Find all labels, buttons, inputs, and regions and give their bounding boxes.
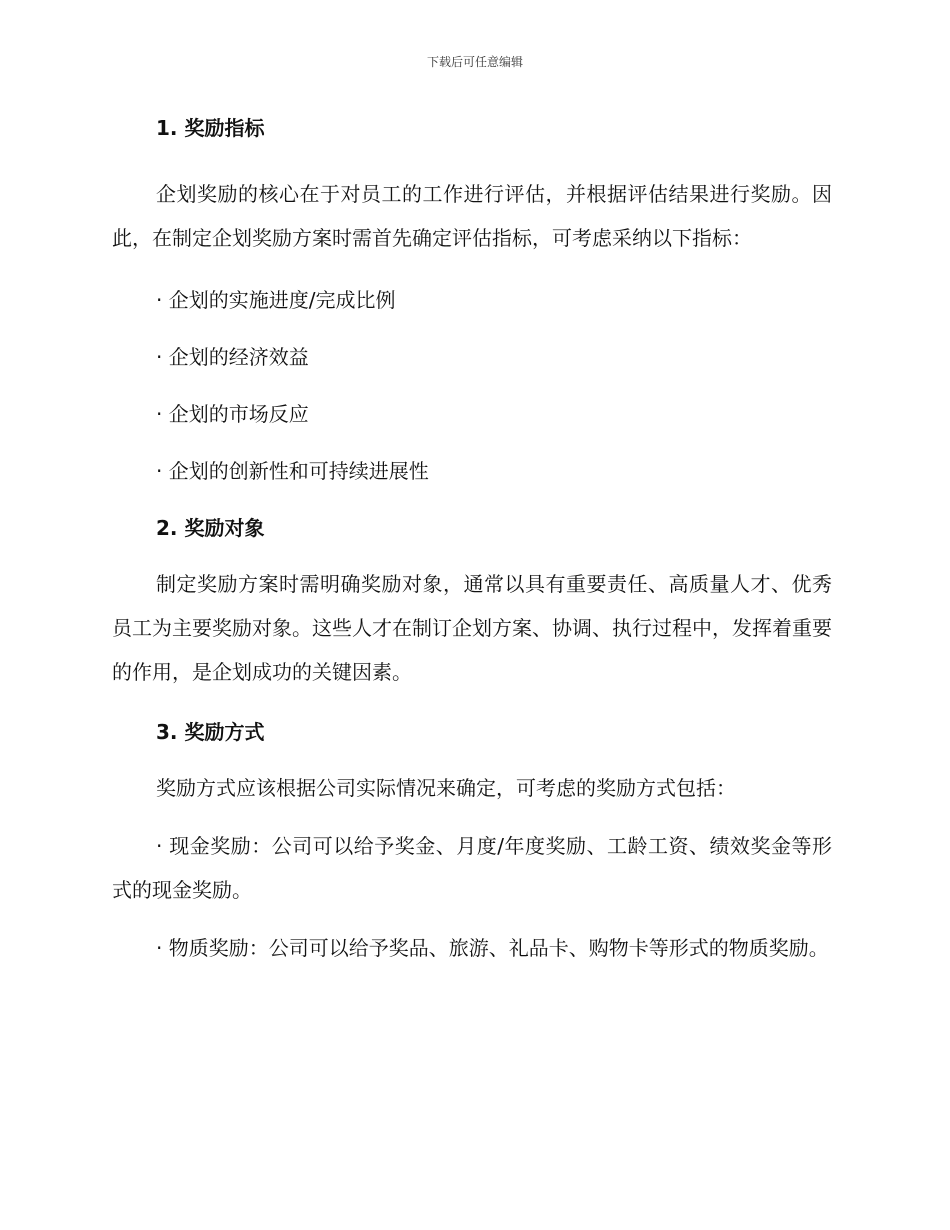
section-3-paragraph: 奖励方式应该根据公司实际情况来确定，可考虑的奖励方式包括：	[156, 776, 736, 800]
header-note: 下载后可任意编辑	[426, 55, 523, 69]
document-body	[112, 114, 832, 970]
section-1-bullet-1: · 企划的实施进度/完成比例	[156, 288, 396, 312]
section-3-item-2: · 物质奖励：公司可以给予奖品、旅游、礼品卡、购物卡等形式的物质奖励。	[156, 936, 829, 960]
section-1-paragraph: 企划奖励的核心在于对员工的工作进行评估，并根据评估结果进行奖励。因此，在制定企划奖励方案时需首先确定评估指标，可考虑采纳以下指标：	[112, 182, 832, 250]
section-heading-3: 3. 奖励方式	[156, 720, 265, 744]
section-1-bullet-2: · 企划的经济效益	[156, 345, 309, 369]
section-1-bullet-3: · 企划的市场反应	[156, 402, 309, 426]
section-2-paragraph: 制定奖励方案时需明确奖励对象，通常以具有重要责任、高质量人才、优秀员工为主要奖励对象。这些人才在制订企划方案、协调、执行过程中，发挥着重要的作用，是企划成功的关键因素。	[112, 572, 832, 684]
section-heading-2: 2. 奖励对象	[156, 516, 265, 540]
section-3-item-1: · 现金奖励：公司可以给予奖金、月度/年度奖励、工龄工资、绩效奖金等形式的现金奖励。	[112, 834, 832, 902]
section-heading-1: 1. 奖励指标	[156, 116, 265, 140]
section-1-bullet-4: · 企划的创新性和可持续进展性	[156, 459, 429, 483]
